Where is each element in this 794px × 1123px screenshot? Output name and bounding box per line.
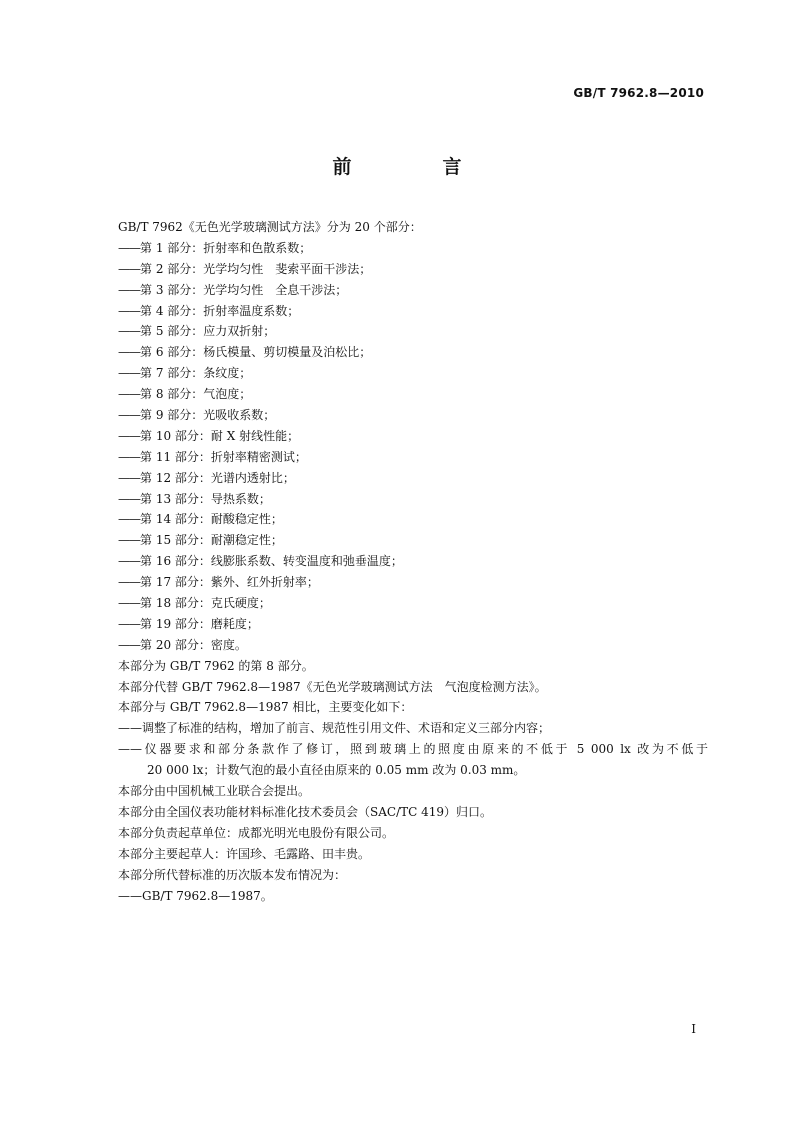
change-item-2-line-2: 20 000 lx；计数气泡的最小直径由原来的 0.05 mm 改为 0.03 mm。: [147, 763, 526, 778]
part-label: 第 4 部分：折射率温度系数；: [140, 303, 300, 318]
part-label: 第 12 部分：光谱内透射比；: [140, 470, 295, 485]
part-item: [118, 342, 708, 363]
change-item-2-line-1: ——仪器要求和部分条款作了修订，照到玻璃上的照度由原来的不低于 5 000 lx 改为不低于: [118, 742, 708, 757]
part-label: 第 11 部分：折射率精密测试；: [140, 449, 307, 464]
para-replace: 本部分代替 GB/T 7962.8—1987《无色光学玻璃测试方法 气泡度检测方法》。: [118, 679, 547, 694]
para-part8: 本部分为 GB/T 7962 的第 8 部分。: [118, 658, 314, 673]
part-item: [118, 635, 708, 656]
part-item: [118, 321, 708, 342]
part-label: 第 17 部分：紫外、红外折射率；: [140, 575, 319, 590]
foreword-title: 前 言: [332, 156, 498, 178]
part-label: 第 16 部分：线膨胀系数、转变温度和弛垂温度；: [140, 554, 403, 569]
part-label: 第 19 部分：磨耗度；: [140, 616, 259, 631]
parts-list: [118, 238, 708, 656]
part-label: 第 15 部分：耐潮稳定性；: [140, 533, 283, 548]
part-item: [118, 280, 708, 301]
part-label: 第 13 部分：导热系数；: [140, 491, 271, 506]
change-item-1: ——调整了标准的结构，增加了前言、规范性引用文件、术语和定义三部分内容；: [118, 721, 551, 736]
dash-prefix: ——: [118, 261, 140, 276]
dash-prefix: ——: [118, 533, 140, 548]
para-history: 本部分所代替标准的历次版本发布情况为：: [118, 867, 347, 882]
part-label: 第 18 部分：克氏硬度；: [140, 596, 271, 611]
dash-prefix: ——: [118, 324, 140, 339]
para-drafters: 本部分主要起草人：许国珍、毛露路、田丰贵。: [118, 846, 371, 861]
part-item: [118, 259, 708, 280]
dash-prefix: ——: [118, 366, 140, 381]
dash-prefix: ——: [118, 616, 140, 631]
part-item: [118, 384, 708, 405]
part-label: 第 1 部分：折射率和色散系数；: [140, 240, 312, 255]
part-label: 第 3 部分：光学均匀性 全息干涉法；: [140, 282, 348, 297]
dash-prefix: ——: [118, 512, 140, 527]
dash-prefix: ——: [118, 428, 140, 443]
part-label: 第 10 部分：耐 X 射线性能；: [140, 428, 300, 443]
part-item: [118, 363, 708, 384]
part-label: 第 5 部分：应力双折射；: [140, 324, 276, 339]
part-item: [118, 447, 708, 468]
part-item: [118, 572, 708, 593]
dash-prefix: ——: [118, 554, 140, 569]
dash-prefix: ——: [118, 303, 140, 318]
dash-prefix: ——: [118, 387, 140, 402]
part-item: [118, 468, 708, 489]
dash-prefix: ——: [118, 491, 140, 506]
part-label: 第 9 部分：光吸收系数；: [140, 408, 276, 423]
part-item: [118, 551, 708, 572]
para-drafting-unit: 本部分负责起草单位：成都光明光电股份有限公司。: [118, 825, 395, 840]
part-item: [118, 593, 708, 614]
part-label: 第 20 部分：密度。: [140, 637, 247, 652]
para-changes: 本部分与 GB/T 7962.8—1987 相比，主要变化如下：: [118, 700, 413, 715]
dash-prefix: ——: [118, 596, 140, 611]
part-label: 第 2 部分：光学均匀性 斐索平面干涉法；: [140, 261, 372, 276]
dash-prefix: ——: [118, 449, 140, 464]
part-item: [118, 489, 708, 510]
part-label: 第 8 部分：气泡度；: [140, 387, 252, 402]
dash-prefix: ——: [118, 575, 140, 590]
part-item: [118, 614, 708, 635]
para-proposed: 本部分由中国机械工业联合会提出。: [118, 784, 311, 799]
part-label: 第 14 部分：耐酸稳定性；: [140, 512, 283, 527]
page-number: I: [691, 1022, 696, 1036]
history-item: ——GB/T 7962.8—1987。: [118, 888, 273, 903]
part-label: 第 6 部分：杨氏模量、剪切模量及泊松比；: [140, 345, 372, 360]
dash-prefix: ——: [118, 637, 140, 652]
dash-prefix: ——: [118, 240, 140, 255]
para-centralized: 本部分由全国仪表功能材料标准化技术委员会（SAC/TC 419）归口。: [118, 804, 493, 819]
part-label: 第 7 部分：条纹度；: [140, 366, 252, 381]
part-item: [118, 530, 708, 551]
part-item: [118, 509, 708, 530]
part-item: [118, 301, 708, 322]
standard-code: GB/T 7962.8—2010: [573, 86, 704, 100]
dash-prefix: ——: [118, 408, 140, 423]
part-item: [118, 405, 708, 426]
foreword-body: [118, 217, 708, 906]
dash-prefix: ——: [118, 345, 140, 360]
dash-prefix: ——: [118, 282, 140, 297]
part-item: [118, 426, 708, 447]
dash-prefix: ——: [118, 470, 140, 485]
part-item: [118, 238, 708, 259]
intro-text: GB/T 7962《无色光学玻璃测试方法》分为 20 个部分：: [118, 220, 422, 234]
